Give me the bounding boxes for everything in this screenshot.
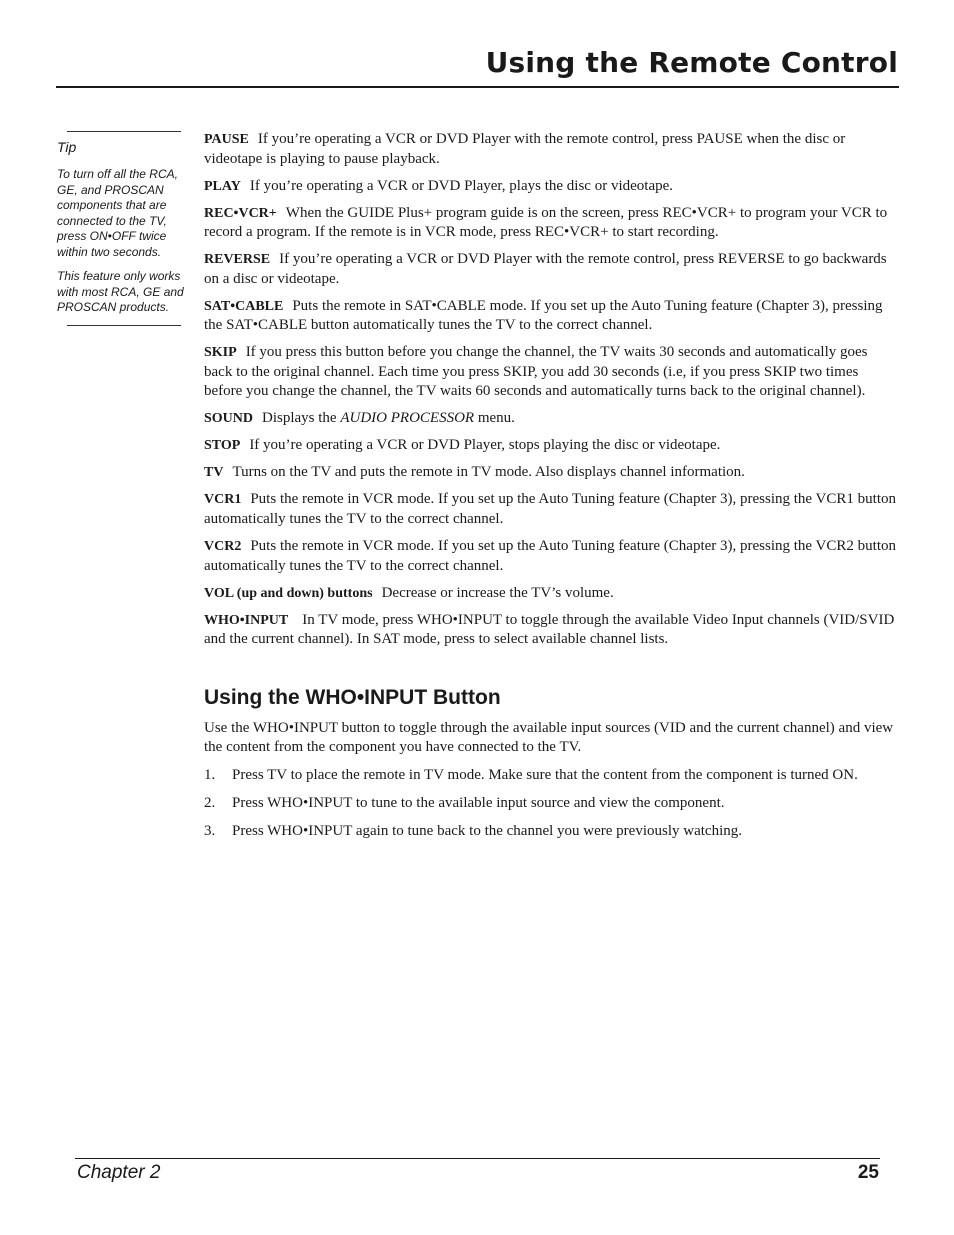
- button-entry-sound: [204, 409, 898, 429]
- entry-text: If you’re operating a VCR or DVD Player, stops playing the disc or videotape.: [249, 437, 721, 454]
- entry-term: WHO•INPUT: [204, 612, 289, 628]
- button-entry-reverse: [204, 250, 898, 289]
- page-number: 25: [857, 1162, 879, 1183]
- menu-name: AUDIO PROCESSOR: [340, 410, 475, 427]
- entry-text: Turns on the TV and puts the remote in TV mode. Also displays channel information.: [232, 464, 745, 481]
- entry-text: When the GUIDE Plus+ program guide is on the screen, press REC•VCR+ to program your VCR to record a program. If the remote is in VCR mode, press REC•VCR+ to start recording.: [204, 204, 888, 241]
- tip-text: To turn off all the RCA, GE, and PROSCAN components that are connected to the TV, press ON•OFF twice within two seconds.: [57, 167, 178, 259]
- step-number: 2.: [204, 795, 216, 812]
- title-rule: [56, 86, 899, 88]
- button-entry-vcr1: [204, 490, 898, 529]
- button-entry-sat-cable: [204, 297, 898, 336]
- step-number: 3.: [204, 823, 216, 840]
- page-title: Using the Remote Control: [485, 46, 898, 79]
- entry-text: Puts the remote in SAT•CABLE mode. If you set up the Auto Tuning feature (Chapter 3), pressing the SAT•CABLE button automatically tunes the TV to the correct channel.: [204, 297, 883, 334]
- tip-label: Tip: [57, 139, 77, 155]
- sidebar-bottom-rule: [67, 325, 181, 326]
- sidebar-top-rule: [67, 131, 181, 132]
- entry-term: REC•VCR+: [204, 205, 277, 221]
- step-text: Press WHO•INPUT again to tune back to the channel you were previously watching.: [232, 823, 742, 840]
- entry-term: PAUSE: [204, 132, 249, 147]
- step-number: 1.: [204, 766, 216, 783]
- entry-text: If you’re operating a VCR or DVD Player with the remote control, press REVERSE to go backwards on a disc or videotape.: [204, 251, 887, 287]
- step-item: [204, 822, 898, 842]
- main-content: [204, 130, 898, 850]
- section-heading: Using the WHO•INPUT Button: [204, 685, 501, 709]
- button-entry-skip: [204, 343, 898, 402]
- entry-text: In TV mode, press WHO•INPUT to toggle through the available Video Input channels (VID/SVID and the current channel). In SAT mode, press to select available channel lists.: [204, 611, 895, 648]
- entry-text: Displays the: [262, 410, 337, 427]
- entry-text: If you’re operating a VCR or DVD Player, plays the disc or videotape.: [249, 177, 674, 194]
- entry-text: If you’re operating a VCR or DVD Player with the remote control, press PAUSE when the disc or videotape is playing to pause playback.: [204, 131, 846, 167]
- entry-term: REVERSE: [204, 252, 271, 268]
- section-intro: Use the WHO•INPUT button to toggle through the available input sources (VID and the current channel) and view the content from the component you have connected to the TV.: [204, 719, 894, 756]
- step-item: [204, 794, 898, 814]
- button-entry-rec-vcr: [204, 204, 898, 243]
- footer-rule: [75, 1158, 880, 1159]
- tip-text: This feature only works with most RCA, GE and PROSCAN products.: [57, 269, 184, 314]
- entry-text: Decrease or increase the TV’s volume.: [381, 584, 614, 601]
- step-text: Press TV to place the remote in TV mode. Make sure that the content from the component is turned ON.: [232, 766, 858, 783]
- tip-sidebar: [57, 131, 185, 326]
- footer-chapter: Chapter 2: [77, 1162, 161, 1183]
- entry-term: SKIP: [204, 345, 237, 361]
- entry-term: TV: [204, 465, 224, 481]
- button-entry-tv: [204, 463, 898, 483]
- button-entry-stop: [204, 436, 898, 456]
- button-entry-vcr2: [204, 537, 898, 576]
- step-text: Press WHO•INPUT to tune to the available input source and view the component.: [232, 795, 725, 812]
- entry-term: VCR1: [204, 492, 242, 508]
- entry-text: Puts the remote in VCR mode. If you set up the Auto Tuning feature (Chapter 3), pressing the VCR1 button automatically tunes the TV to the correct channel.: [204, 491, 896, 528]
- entry-term: SAT•CABLE: [204, 298, 284, 314]
- button-entry-play: [204, 177, 898, 197]
- entry-term: VOL (up and down) buttons: [204, 585, 373, 601]
- button-entry-who-input: [204, 611, 898, 650]
- step-item: [204, 766, 898, 786]
- entry-text: Puts the remote in VCR mode. If you set up the Auto Tuning feature (Chapter 3), pressing the VCR2 button automatically tunes the TV to the correct channel.: [204, 538, 896, 574]
- button-entry-pause: [204, 130, 898, 169]
- entry-text: If you press this button before you change the channel, the TV waits 30 seconds and automatically goes back to the original channel. Each time you press SKIP, you add 30 seconds (i.e, if you press SKIP two times before you change the channel, the TV waits 60 seconds and automatically turns back to the original channel).: [204, 344, 868, 400]
- button-entry-vol: [204, 584, 898, 604]
- entry-term: STOP: [204, 438, 241, 454]
- entry-term: VCR2: [204, 539, 242, 554]
- steps-list: [204, 766, 898, 842]
- entry-term: PLAY: [204, 178, 241, 194]
- entry-term: SOUND: [204, 411, 254, 427]
- entry-text: menu.: [477, 410, 515, 427]
